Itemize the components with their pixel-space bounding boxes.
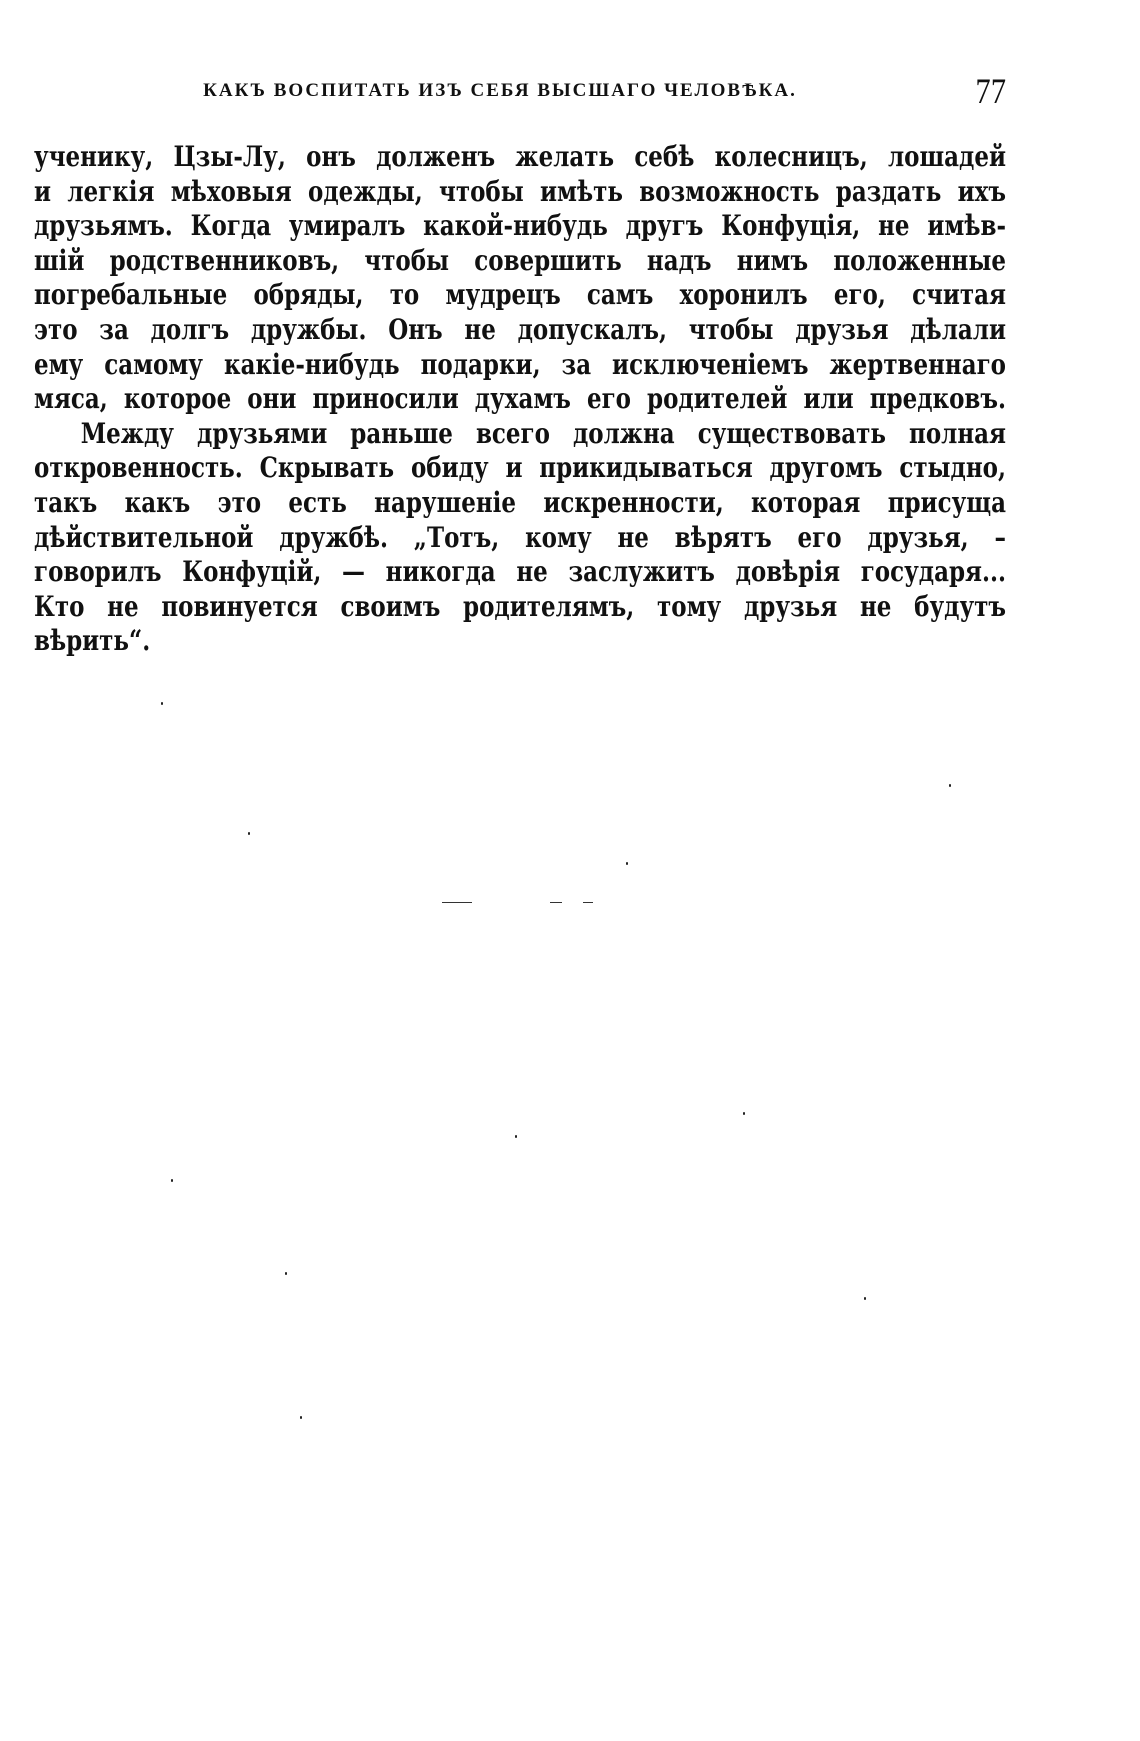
print-artifact-dash	[550, 902, 562, 903]
print-artifact-dash	[442, 902, 472, 903]
text-line: и легкія мѣховыя одежды, чтобы имѣть возможность раздать ихъ	[34, 174, 1006, 208]
print-speck	[515, 1135, 517, 1138]
text-line: это за долгъ дружбы. Онъ не допускалъ, чтобы друзья дѣлали	[34, 312, 1006, 346]
text-line: ученику, Цзы-Лу, онъ долженъ желать себѣ колесницъ, лошадей	[34, 140, 1006, 173]
text-line: друзьямъ. Когда умиралъ какой-нибудь другъ Конфуція, не имѣв-	[34, 209, 1006, 243]
print-speck	[864, 1297, 866, 1300]
print-speck	[161, 702, 163, 705]
text-line: шій родственниковъ, чтобы совершить надъ нимъ положенные	[34, 243, 1006, 277]
text-line: Между друзьями раньше всего должна существовать полная	[80, 416, 1006, 450]
text-line: погребальные обряды, то мудрецъ самъ хоронилъ его, считая	[34, 278, 1006, 312]
print-speck	[626, 862, 628, 865]
print-speck	[171, 1179, 173, 1182]
text-line: дѣйствительной дружбѣ. „Тотъ, кому не вѣрятъ его друзья, –	[34, 520, 1006, 554]
running-title: КАКЪ ВОСПИТАТЬ ИЗЪ СЕБЯ ВЫСШАГО ЧЕЛОВѢКА.	[203, 80, 797, 101]
page-header	[80, 70, 1006, 111]
print-speck	[285, 1272, 287, 1275]
print-speck	[743, 1112, 745, 1115]
text-line: мяса, которое они приносили духамъ его родителей или предковъ.	[34, 382, 1006, 416]
text-line: вѣрить“.	[34, 624, 151, 658]
text-line: откровенность. Скрывать обиду и прикидываться другомъ стыдно,	[34, 451, 1006, 485]
page-number: 77	[975, 71, 1006, 111]
print-speck	[949, 784, 951, 787]
print-artifact-dash	[583, 902, 593, 903]
body-text	[34, 140, 1006, 659]
text-line: такъ какъ это есть нарушеніе искренности, которая присуща	[34, 485, 1006, 519]
text-line: Кто не повинуется своимъ родителямъ, тому друзья не будутъ	[34, 589, 1006, 623]
text-line: ему самому какіе-нибудь подарки, за исключеніемъ жертвеннаго	[34, 347, 1006, 381]
paragraph-2	[34, 417, 1006, 659]
paragraph-1	[34, 140, 1006, 417]
print-speck	[248, 832, 250, 835]
print-speck	[300, 1416, 302, 1419]
text-line: говорилъ Конфуцій, — никогда не заслужитъ довѣрія государя...	[34, 555, 1006, 589]
